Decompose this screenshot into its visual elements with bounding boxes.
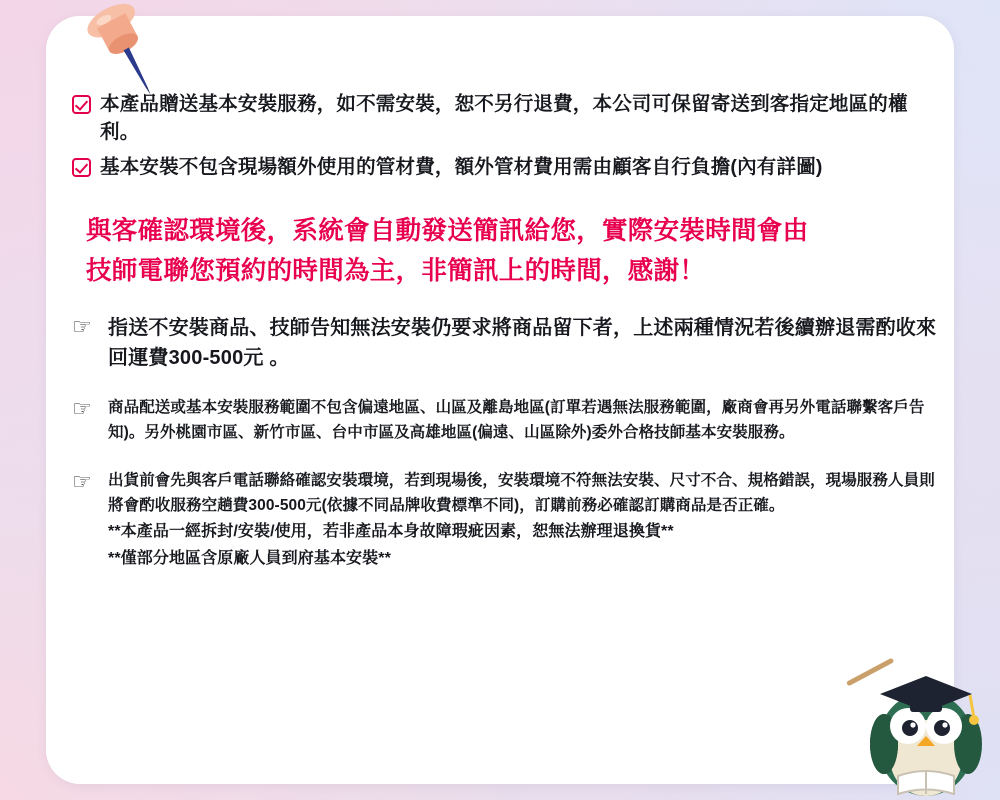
note-text: 出貨前會先與客戶電話聯絡確認安裝環境，若到現場後，安裝環境不符無法安裝、尺寸不合、規格錯誤，現場服務人員則將會酌收服務空趟費300-500元(依據不同品牌收費標準不同)，訂購前務必確認訂購商品是否正確。 bbox=[108, 471, 935, 514]
document-content bbox=[72, 90, 942, 572]
check-icon bbox=[72, 158, 91, 177]
checklist-item bbox=[72, 90, 942, 147]
highlight-line-1: 與客確認環境後，系統會自動發送簡訊給您，實際安裝時間會由 bbox=[86, 216, 809, 245]
highlight-notice bbox=[86, 211, 936, 292]
note-item bbox=[72, 395, 942, 445]
check-icon bbox=[72, 95, 91, 114]
note-item bbox=[72, 468, 942, 573]
graduate-owl-icon bbox=[840, 640, 990, 800]
footnote-text: **僅部分地區含原廠人員到府基本安裝** bbox=[108, 549, 391, 567]
note-item bbox=[72, 313, 942, 373]
pointing-hand-icon: ☞ bbox=[72, 314, 92, 340]
pointing-hand-icon: ☞ bbox=[72, 468, 92, 494]
footnote-text: **本產品一經拆封/安裝/使用，若非產品本身故障瑕疵因素，恕無法辦理退換貨** bbox=[108, 522, 674, 540]
note-text: 商品配送或基本安裝服務範圍不包含偏遠地區、山區及離島地區(訂單若遇無法服務範圍，廠商會再另外電話聯繫客戶告知)。另外桃園市區、新竹市區、台中市區及高雄地區(偏遠、山區除外)委外合格技師基本安裝服務。 bbox=[108, 399, 925, 442]
highlight-line-2: 技師電聯您預約的時間為主，非簡訊上的時間，感謝！ bbox=[86, 257, 706, 286]
checklist-item bbox=[72, 153, 942, 181]
note-text: 指送不安裝商品、技師告知無法安裝仍要求將商品留下者，上述兩種情況若後續辦退需酌收來回運費300-500元 。 bbox=[108, 317, 937, 370]
pointing-hand-icon: ☞ bbox=[72, 396, 92, 422]
checklist-item-text: 本產品贈送基本安裝服務，如不需安裝，恕不另行退費，本公司可保留寄送到客指定地區的權利。 bbox=[100, 93, 908, 144]
checklist-item-text: 基本安裝不包含現場額外使用的管材費，額外管材費用需由顧客自行負擔(內有詳圖) bbox=[100, 155, 823, 178]
